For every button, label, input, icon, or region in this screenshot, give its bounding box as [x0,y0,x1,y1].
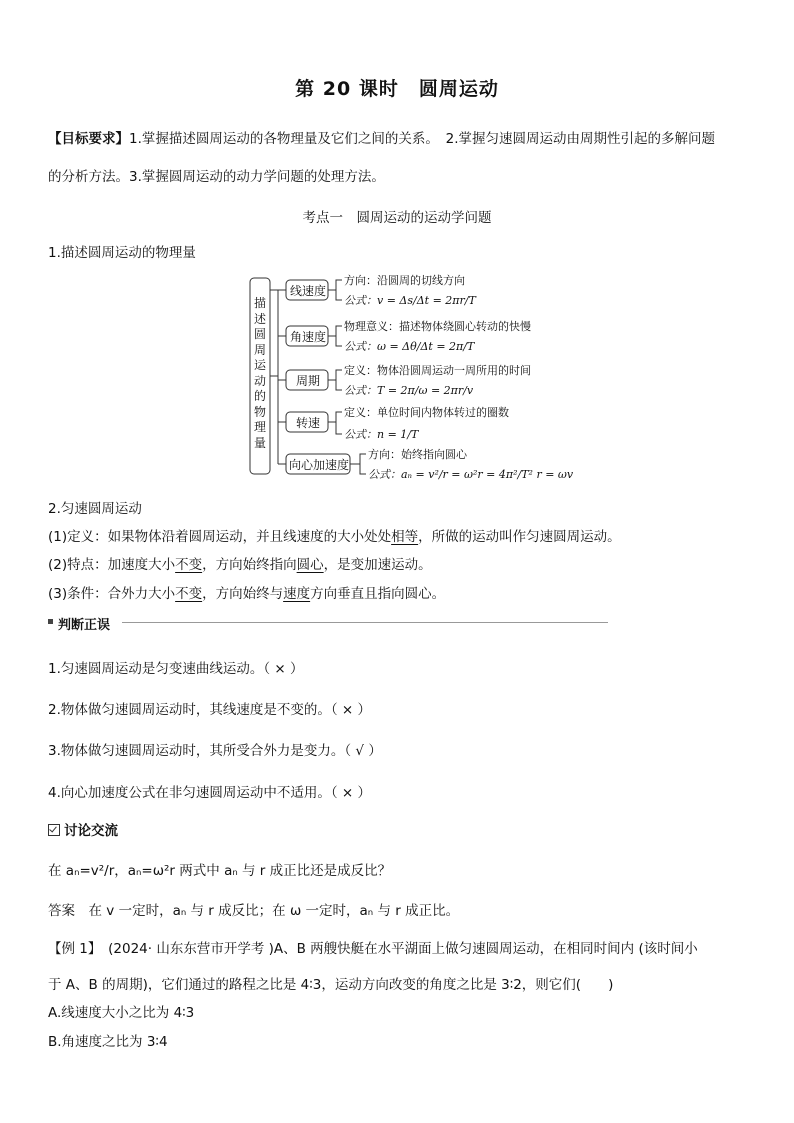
node-angular-velocity: 角速度 [289,330,326,344]
section-heading: 考点一 圆周运动的运动学问题 [302,210,492,226]
goals-line-1: 【目标要求】1.掌握描述圆周运动的各物理量及它们之间的关系。 2.掌握匀速圆周运动由周期性引起的多解问题 [48,131,716,147]
node-5-line-1: 方向：始终指向圆心 [368,448,467,461]
feature-line: (2)特点：加速度大小不变，方向始终指向圆心，是变加速运动。 [48,557,432,573]
diagram-root-label: 描述圆周运动的物理量 [253,296,266,450]
judge-item-1: 1.匀速圆周运动是匀变速曲线运动。（ × ） [48,661,304,677]
node-rotation-speed: 转速 [295,416,320,430]
goals-line-2: 的分析方法。3.掌握圆周运动的动力学问题的处理方法。 [48,169,385,185]
node-1-line-2: 公式：v = Δs/Δt = 2πr/T [344,294,476,307]
node-4-line-2: 公式：n = 1/T [344,428,419,441]
judge-item-4: 4.向心加速度公式在非匀速圆周运动中不适用。（ × ） [48,785,372,801]
node-5-line-2: 公式：aₙ = v²/r = ω²r = 4π²/T² r = ωv [368,468,574,481]
example-option-b: B.角速度之比为 3∶4 [48,1034,168,1050]
judge-item-2: 2.物体做匀速圆周运动时，其线速度是不变的。（ × ） [48,702,372,718]
node-period: 周期 [295,374,320,388]
discuss-answer: 答案 在 v 一定时，aₙ 与 r 成反比；在 ω 一定时，aₙ 与 r 成正比。 [48,903,460,919]
example-option-a: A.线速度大小之比为 4∶3 [48,1005,195,1021]
node-4-line-1: 定义：单位时间内物体转过的圈数 [344,406,509,419]
node-linear-velocity: 线速度 [289,284,326,298]
node-2-line-1: 物理意义：描述物体绕圆心转动的快慢 [344,320,531,333]
example-line-2: 于 A、B 的周期)，它们通过的路程之比是 4∶3，运动方向改变的角度之比是 3∶2，则它们( ) [48,977,614,993]
node-3-line-2: 公式：T = 2π/ω = 2πr/v [344,384,474,397]
judge-item-3: 3.物体做匀速圆周运动时，其所受合外力是变力。（ √ ） [48,743,382,759]
section-bullet-icon [48,619,53,624]
node-2-line-2: 公式：ω = Δθ/Δt = 2π/T [344,340,475,353]
node-3-line-1: 定义：物体沿圆周运动一周所用的时间 [344,364,531,377]
subheading-uniform-motion: 2.匀速圆周运动 [48,501,142,517]
example-line-1: 【例 1】 (2024· 山东东营市开学考 )A、B 两艘快艇在水平湖面上做匀速圆周运动，在相同时间内 (该时间小 [48,941,698,957]
node-1-line-1: 方向：沿圆周的切线方向 [344,274,465,287]
edit-check-icon [48,824,60,836]
judge-heading: 判断正误 [58,618,111,633]
page-title: 第 20 课时 圆周运动 [295,78,499,100]
subheading-quantities: 1.描述圆周运动的物理量 [48,245,196,261]
discuss-question: 在 aₙ=v²/r，aₙ=ω²r 两式中 aₙ 与 r 成正比还是成反比？ [48,863,392,879]
goals-label: 【目标要求】 [48,131,129,147]
definition-line: (1)定义：如果物体沿着圆周运动，并且线速度的大小处处相等，所做的运动叫作匀速圆周运动。 [48,529,621,545]
discuss-heading: 讨论交流 [48,821,118,841]
section-divider [122,622,608,623]
condition-line: (3)条件：合外力大小不变，方向始终与速度方向垂直且指向圆心。 [48,586,446,602]
node-centripetal-accel: 向心加速度 [288,458,349,472]
